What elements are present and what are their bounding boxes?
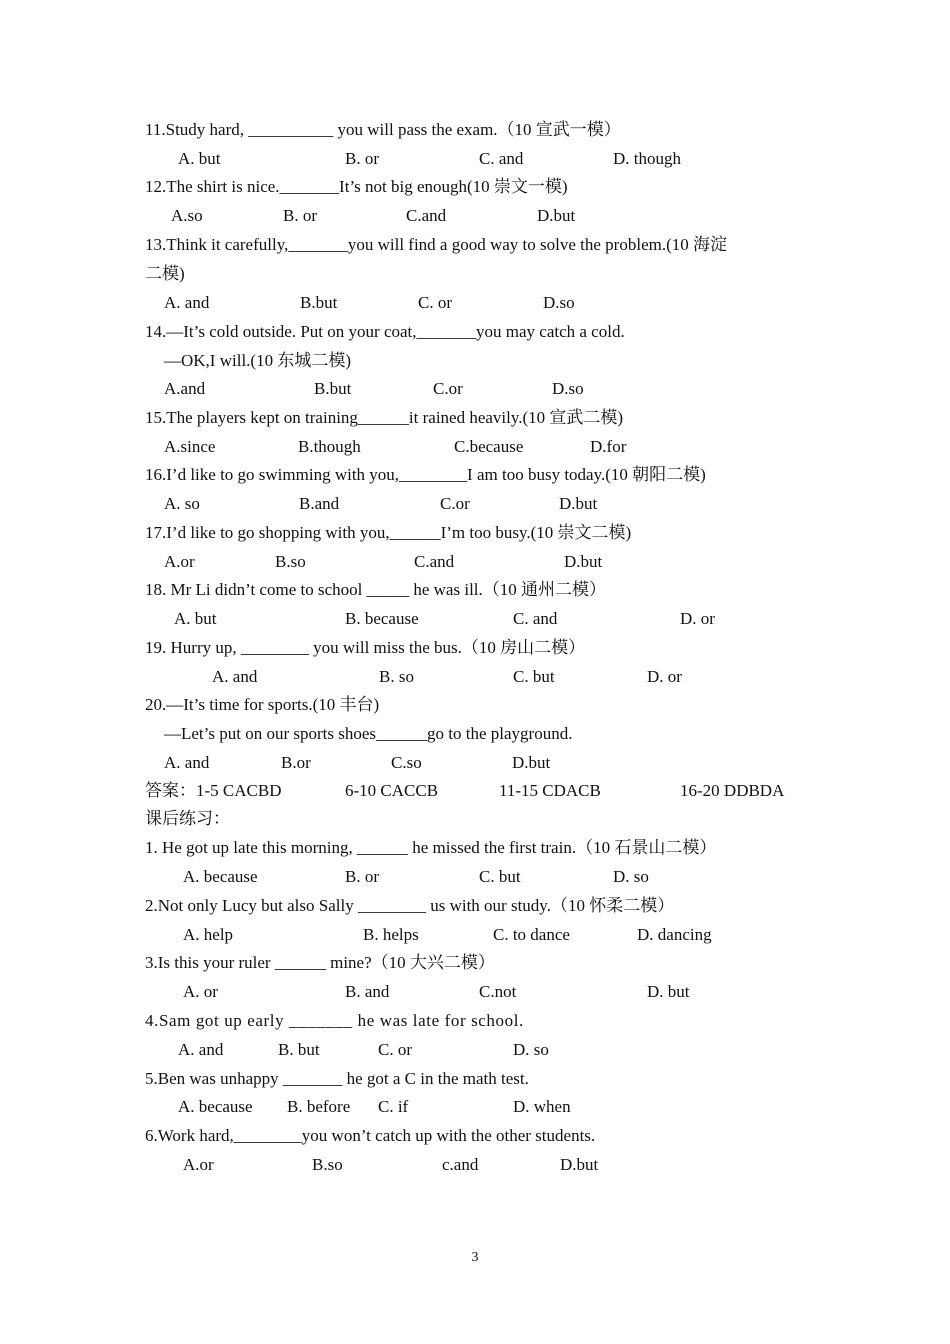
option-c: C. but (513, 667, 555, 686)
option-b: B. before (287, 1097, 351, 1116)
option-d: D. or (647, 667, 682, 686)
option-c: C.because (454, 437, 524, 456)
option-d: D.but (512, 753, 551, 772)
question-11: 11.Study hard, __________ you will pass the exam.（10 宣武一模） (145, 120, 621, 139)
question-18: 18. Mr Li didn’t come to school _____ he was ill.（10 通州二模） (145, 580, 607, 599)
option-a: A. or (183, 982, 218, 1001)
option-d: D.but (560, 1155, 599, 1174)
option-d: D. dancing (637, 925, 712, 944)
option-b: B.but (300, 293, 338, 312)
option-c: C.or (440, 494, 470, 513)
practice-title: 课后练习： (145, 809, 230, 828)
practice-3: 3.Is this your ruler ______ mine?（10 大兴二模） (145, 953, 495, 972)
option-c: C. and (479, 149, 524, 168)
question-20-cont: —Let’s put on our sports shoes______go to the playground. (164, 724, 573, 743)
question-17: 17.I’d like to go shopping with you,______I’m too busy.(10 崇文二模) (145, 523, 632, 542)
option-a: A. help (183, 925, 234, 944)
question-19: 19. Hurry up, ________ you will miss the bus.（10 房山二模） (145, 638, 586, 657)
option-d: D.but (537, 206, 576, 225)
answer-group-3: 11-15 CDACB (499, 781, 601, 800)
option-d: D. though (613, 149, 681, 168)
option-b: B.though (298, 437, 361, 456)
option-b: B.so (275, 552, 306, 571)
answer-group-4: 16-20 DDBDA (680, 781, 785, 800)
option-a: A. and (164, 753, 210, 772)
option-c: C. and (513, 609, 558, 628)
practice-6: 6.Work hard,________you won’t catch up with the other students. (145, 1126, 596, 1145)
option-d: D.so (552, 379, 584, 398)
option-b: B.so (312, 1155, 343, 1174)
option-a: A. and (164, 293, 210, 312)
option-a: A.since (164, 437, 216, 456)
option-b: B. but (278, 1040, 320, 1059)
option-a: A.and (164, 379, 206, 398)
option-a: A. and (178, 1040, 224, 1059)
option-d: D.so (543, 293, 575, 312)
question-13: 13.Think it carefully,_______you will find a good way to solve the problem.(10 海淀 (145, 235, 727, 254)
option-d: D. but (647, 982, 690, 1001)
option-b: B. helps (363, 925, 419, 944)
option-c: C. but (479, 867, 521, 886)
option-b: B. because (345, 609, 419, 628)
option-c: C. if (378, 1097, 409, 1116)
option-a: A.or (183, 1155, 214, 1174)
practice-5: 5.Ben was unhappy _______ he got a C in the math test. (145, 1069, 529, 1088)
option-b: B.and (299, 494, 340, 513)
option-b: B. or (283, 206, 317, 225)
option-d: D. so (613, 867, 649, 886)
option-c: C. to dance (493, 925, 570, 944)
option-a: A. because (178, 1097, 253, 1116)
option-b: B. so (379, 667, 414, 686)
option-a: A.so (171, 206, 203, 225)
option-a: A. so (164, 494, 200, 513)
question-13-cont: 二模) (145, 264, 185, 283)
option-d: D. or (680, 609, 715, 628)
option-a: A. because (183, 867, 258, 886)
option-a: A. but (178, 149, 221, 168)
question-15: 15.The players kept on training______it rained heavily.(10 宣武二模) (145, 408, 624, 427)
option-d: D.for (590, 437, 627, 456)
question-14-cont: —OK,I will.(10 东城二模) (164, 351, 351, 370)
option-c: C. or (418, 293, 452, 312)
question-14: 14.—It’s cold outside. Put on your coat,_______you may catch a cold. (145, 322, 625, 341)
option-c: C.and (406, 206, 447, 225)
option-c: C.not (479, 982, 517, 1001)
option-c: c.and (442, 1155, 479, 1174)
option-a: A. but (174, 609, 217, 628)
option-d: D. when (513, 1097, 571, 1116)
option-c: C.or (433, 379, 463, 398)
question-12: 12.The shirt is nice._______It’s not big enough(10 崇文一模) (145, 177, 568, 196)
option-c: C.and (414, 552, 455, 571)
practice-4: 4.Sam got up early _______ he was late for school. (145, 1011, 524, 1030)
option-b: B. or (345, 867, 379, 886)
question-20: 20.—It’s time for sports.(10 丰台) (145, 695, 380, 714)
answer-group-1: 答案：1-5 CACBD (145, 781, 282, 800)
option-d: D. so (513, 1040, 549, 1059)
answer-group-2: 6-10 CACCB (345, 781, 439, 800)
option-d: D.but (564, 552, 603, 571)
question-16: 16.I’d like to go swimming with you,________I am too busy today.(10 朝阳二模) (145, 465, 706, 484)
practice-2: 2.Not only Lucy but also Sally ________ us with our study.（10 怀柔二模） (145, 896, 675, 915)
option-b: B. and (345, 982, 390, 1001)
option-c: C. or (378, 1040, 412, 1059)
practice-1: 1. He got up late this morning, ______ he missed the first train.（10 石景山二模） (145, 838, 717, 857)
page-number: 3 (471, 1250, 479, 1265)
option-d: D.but (559, 494, 598, 513)
option-a: A. and (212, 667, 258, 686)
option-b: B. or (345, 149, 379, 168)
option-c: C.so (391, 753, 422, 772)
option-a: A.or (164, 552, 195, 571)
option-b: B.or (281, 753, 311, 772)
option-b: B.but (314, 379, 352, 398)
